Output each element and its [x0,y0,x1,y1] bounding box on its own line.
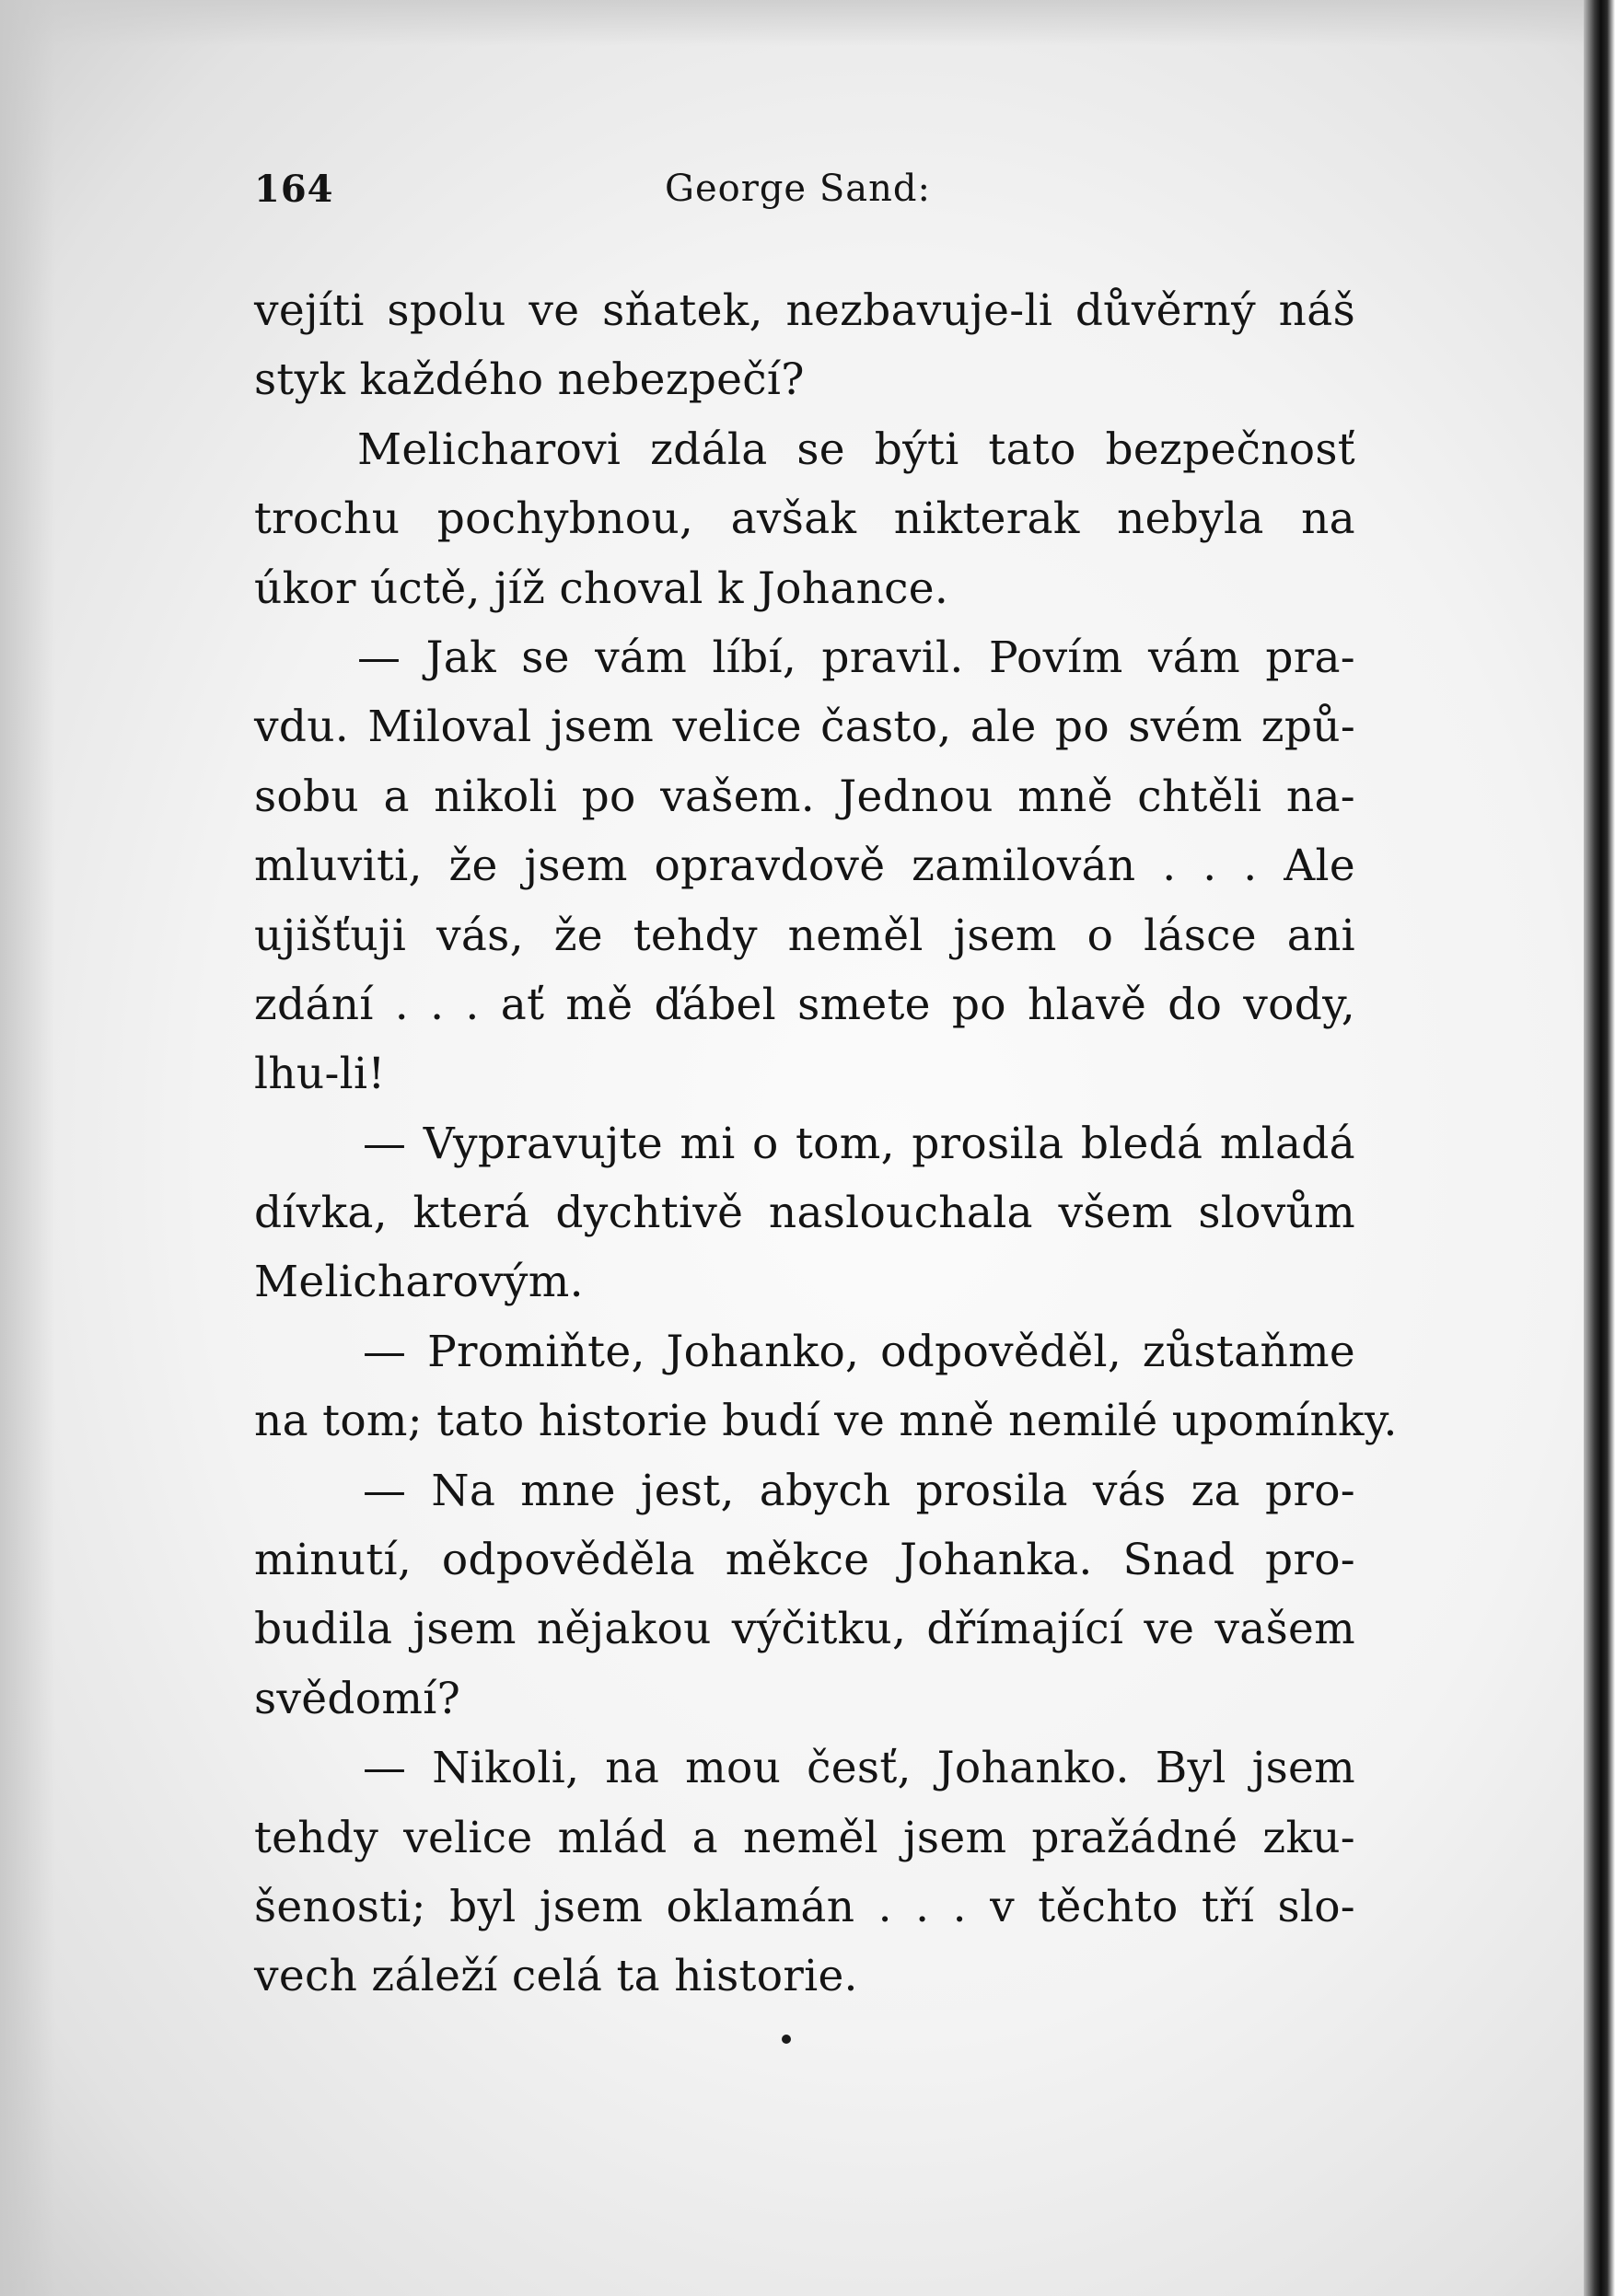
text-line: ujišťuji vás, že tehdy neměl jsem o lásce ani [254,910,1355,961]
text-line: minutí, odpověděla měkce Johanka. Snad pro- [254,1535,1355,1586]
text-line: vejíti spolu ve sňatek, nezbavuje-li důvěrný náš [254,285,1355,336]
text-line: trochu pochybnou, avšak nikterak nebyla na [254,493,1355,545]
text-line: lhu-li! [254,1049,386,1100]
text-line: — Vypravujte mi o tom, prosila bledá mladá [363,1118,1355,1169]
text-line: vdu. Miloval jsem velice často, ale po svém způ- [254,702,1355,753]
ink-dot [782,2035,791,2044]
text-line: mluviti, že jsem opravdově zamilován . . . Ale [254,841,1355,892]
text-line: tehdy velice mlád a neměl jsem pražádné zku- [254,1812,1355,1863]
page-number: 164 [254,168,334,211]
text-line: budila jsem nějakou výčitku, dřímající ve vašem [254,1604,1355,1655]
binding-edge [1584,0,1615,2296]
page-top-shadow [0,0,1615,46]
text-line: Melicharovým. [254,1257,584,1308]
text-line: Melicharovi zdála se býti tato bezpečnosť [357,423,1355,475]
text-line: úkor úctě, jíž choval k Johance. [254,562,949,614]
text-line: — Nikoli, na mou česť, Johanko. Byl jsem [363,1743,1355,1794]
text-line: — Na mne jest, abych prosila vás za pro- [363,1465,1355,1516]
text-line: — Jak se vám líbí, pravil. Povím vám pra- [357,632,1355,683]
page-header [254,168,1359,223]
running-head: George Sand: [665,168,931,210]
body-text [254,276,1398,2012]
text-line: vech záleží celá ta historie. [254,1951,858,2002]
text-line: na tom; tato historie budí ve mně nemilé upomínky. [254,1396,1398,1447]
text-line: zdání . . . ať mě ďábel smete po hlavě do vody, [254,979,1355,1030]
text-line: dívka, která dychtivě naslouchala všem slovům [254,1188,1355,1239]
text-line: styk každého nebezpečí? [254,354,805,406]
text-line: svědomí? [254,1673,461,1724]
page-left-shadow [0,0,55,2296]
text-line: — Promiňte, Johanko, odpověděl, zůstaňme [363,1326,1355,1377]
text-line: šenosti; byl jsem oklamán . . . v těchto tří slo- [254,1881,1355,1932]
text-line: sobu a nikoli po vašem. Jednou mně chtěli na- [254,771,1355,822]
